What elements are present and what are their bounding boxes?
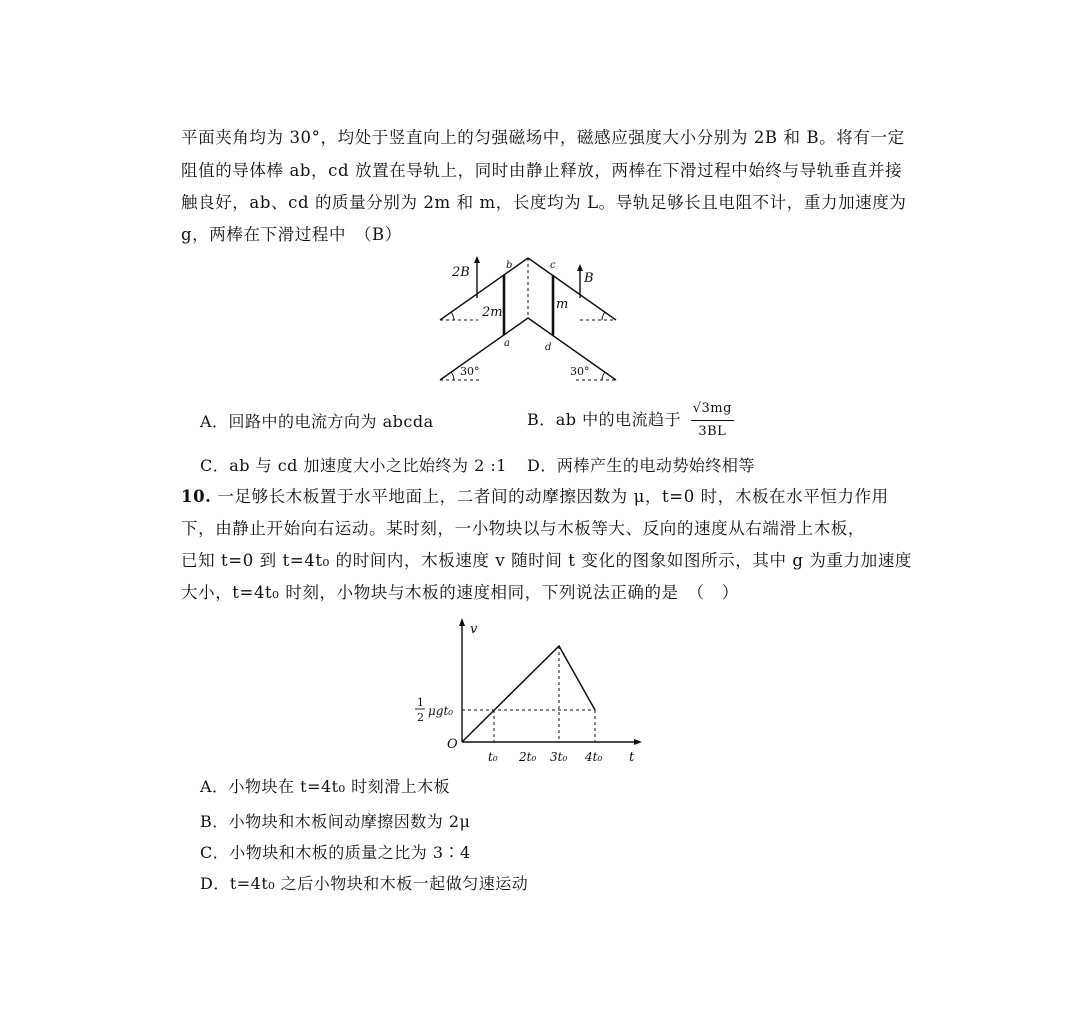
- q10-line-3: 已知 t=0 到 t=4t₀ 的时间内，木板速度 v 随时间 t 变化的图象如图所示，其中 g 为重力加速度: [181, 551, 913, 570]
- label-d: d: [545, 342, 552, 353]
- y-tick-numerator: 1: [417, 696, 424, 709]
- x-axis-arrow: [634, 739, 642, 745]
- fraction-denominator: 3BL: [698, 424, 727, 439]
- y-tick-suffix: μgt₀: [428, 704, 454, 718]
- x-tick-2: 2t₀: [519, 750, 537, 764]
- q9-option-a[interactable]: A．回路中的电流方向为 abcda: [200, 412, 434, 431]
- q10-option-a[interactable]: A．小物块在 t=4t₀ 时刻滑上木板: [200, 777, 451, 796]
- q10-line-1-text: 一足够长木板置于水平地面上，二者间的动摩擦因数为 μ，t=0 时，木板在水平恒力作用: [217, 487, 889, 506]
- q10-option-b[interactable]: B．小物块和木板间动摩擦因数为 2μ: [200, 812, 471, 831]
- x-tick-4: 4t₀: [585, 750, 603, 764]
- label-c: c: [550, 260, 556, 271]
- field-label-left: 2B: [452, 265, 470, 280]
- angle-label-left: 30°: [460, 365, 480, 378]
- label-a: a: [504, 338, 510, 349]
- y-axis-arrow: [459, 618, 465, 626]
- q9-line-2: 阻值的导体棒 ab，cd 放置在导轨上，同时由静止释放，两棒在下滑过程中始终与导轨垂直并接: [181, 161, 903, 180]
- q10-option-d[interactable]: D．t=4t₀ 之后小物块和木板一起做匀速运动: [200, 874, 529, 893]
- mass-label-left: 2m: [482, 305, 503, 320]
- q9-option-d[interactable]: D．两棒产生的电动势始终相等: [527, 456, 755, 475]
- y-axis-label: v: [470, 622, 478, 637]
- q9-option-b-fraction: [691, 398, 734, 443]
- angle-label-right: 30°: [570, 365, 590, 378]
- field-label-right: B: [584, 271, 594, 286]
- fraction-numerator: √3mg: [691, 398, 734, 421]
- q10-line-4: 大小，t=4t₀ 时刻，小物块与木板的速度相同，下列说法正确的是 （ ）: [181, 583, 739, 602]
- x-axis-label: t: [629, 750, 635, 765]
- q9-line-1: 平面夹角均为 30°，均处于竖直向上的匀强磁场中，磁感应强度大小分别为 2B 和 B。将有一定: [181, 128, 905, 147]
- lower-left-rail: [440, 318, 528, 380]
- x-tick-1: t₀: [488, 750, 498, 764]
- q9-option-c[interactable]: C．ab 与 cd 加速度大小之比始终为 2 :1: [200, 456, 507, 475]
- label-b: b: [506, 260, 513, 271]
- q9-option-b-text: B．ab 中的电流趋于: [527, 410, 682, 429]
- velocity-line: [462, 646, 595, 742]
- q10-line-1: [181, 486, 889, 508]
- mass-label-right: m: [556, 297, 569, 312]
- y-tick-denominator: 2: [417, 711, 424, 724]
- q9-line-4: g，两棒在下滑过程中 （B）: [181, 225, 402, 244]
- q9-rail-figure: [430, 250, 630, 390]
- q9-line-3: 触良好，ab、cd 的质量分别为 2m 和 m，长度均为 L。导轨足够长且电阻不计，重力加速度为: [181, 193, 907, 212]
- upper-right-rail: [528, 258, 616, 320]
- origin-label: O: [447, 737, 458, 752]
- q9-option-b[interactable]: [527, 398, 734, 443]
- x-tick-3: 3t₀: [550, 750, 568, 764]
- q10-vt-graph: [405, 615, 655, 770]
- q10-number: 10.: [181, 487, 212, 506]
- q10-option-c[interactable]: C．小物块和木板的质量之比为 3∶4: [200, 843, 471, 862]
- q10-line-2: 下，由静止开始向右运动。某时刻，一小物块以与木板等大、反向的速度从右端滑上木板，: [181, 519, 865, 538]
